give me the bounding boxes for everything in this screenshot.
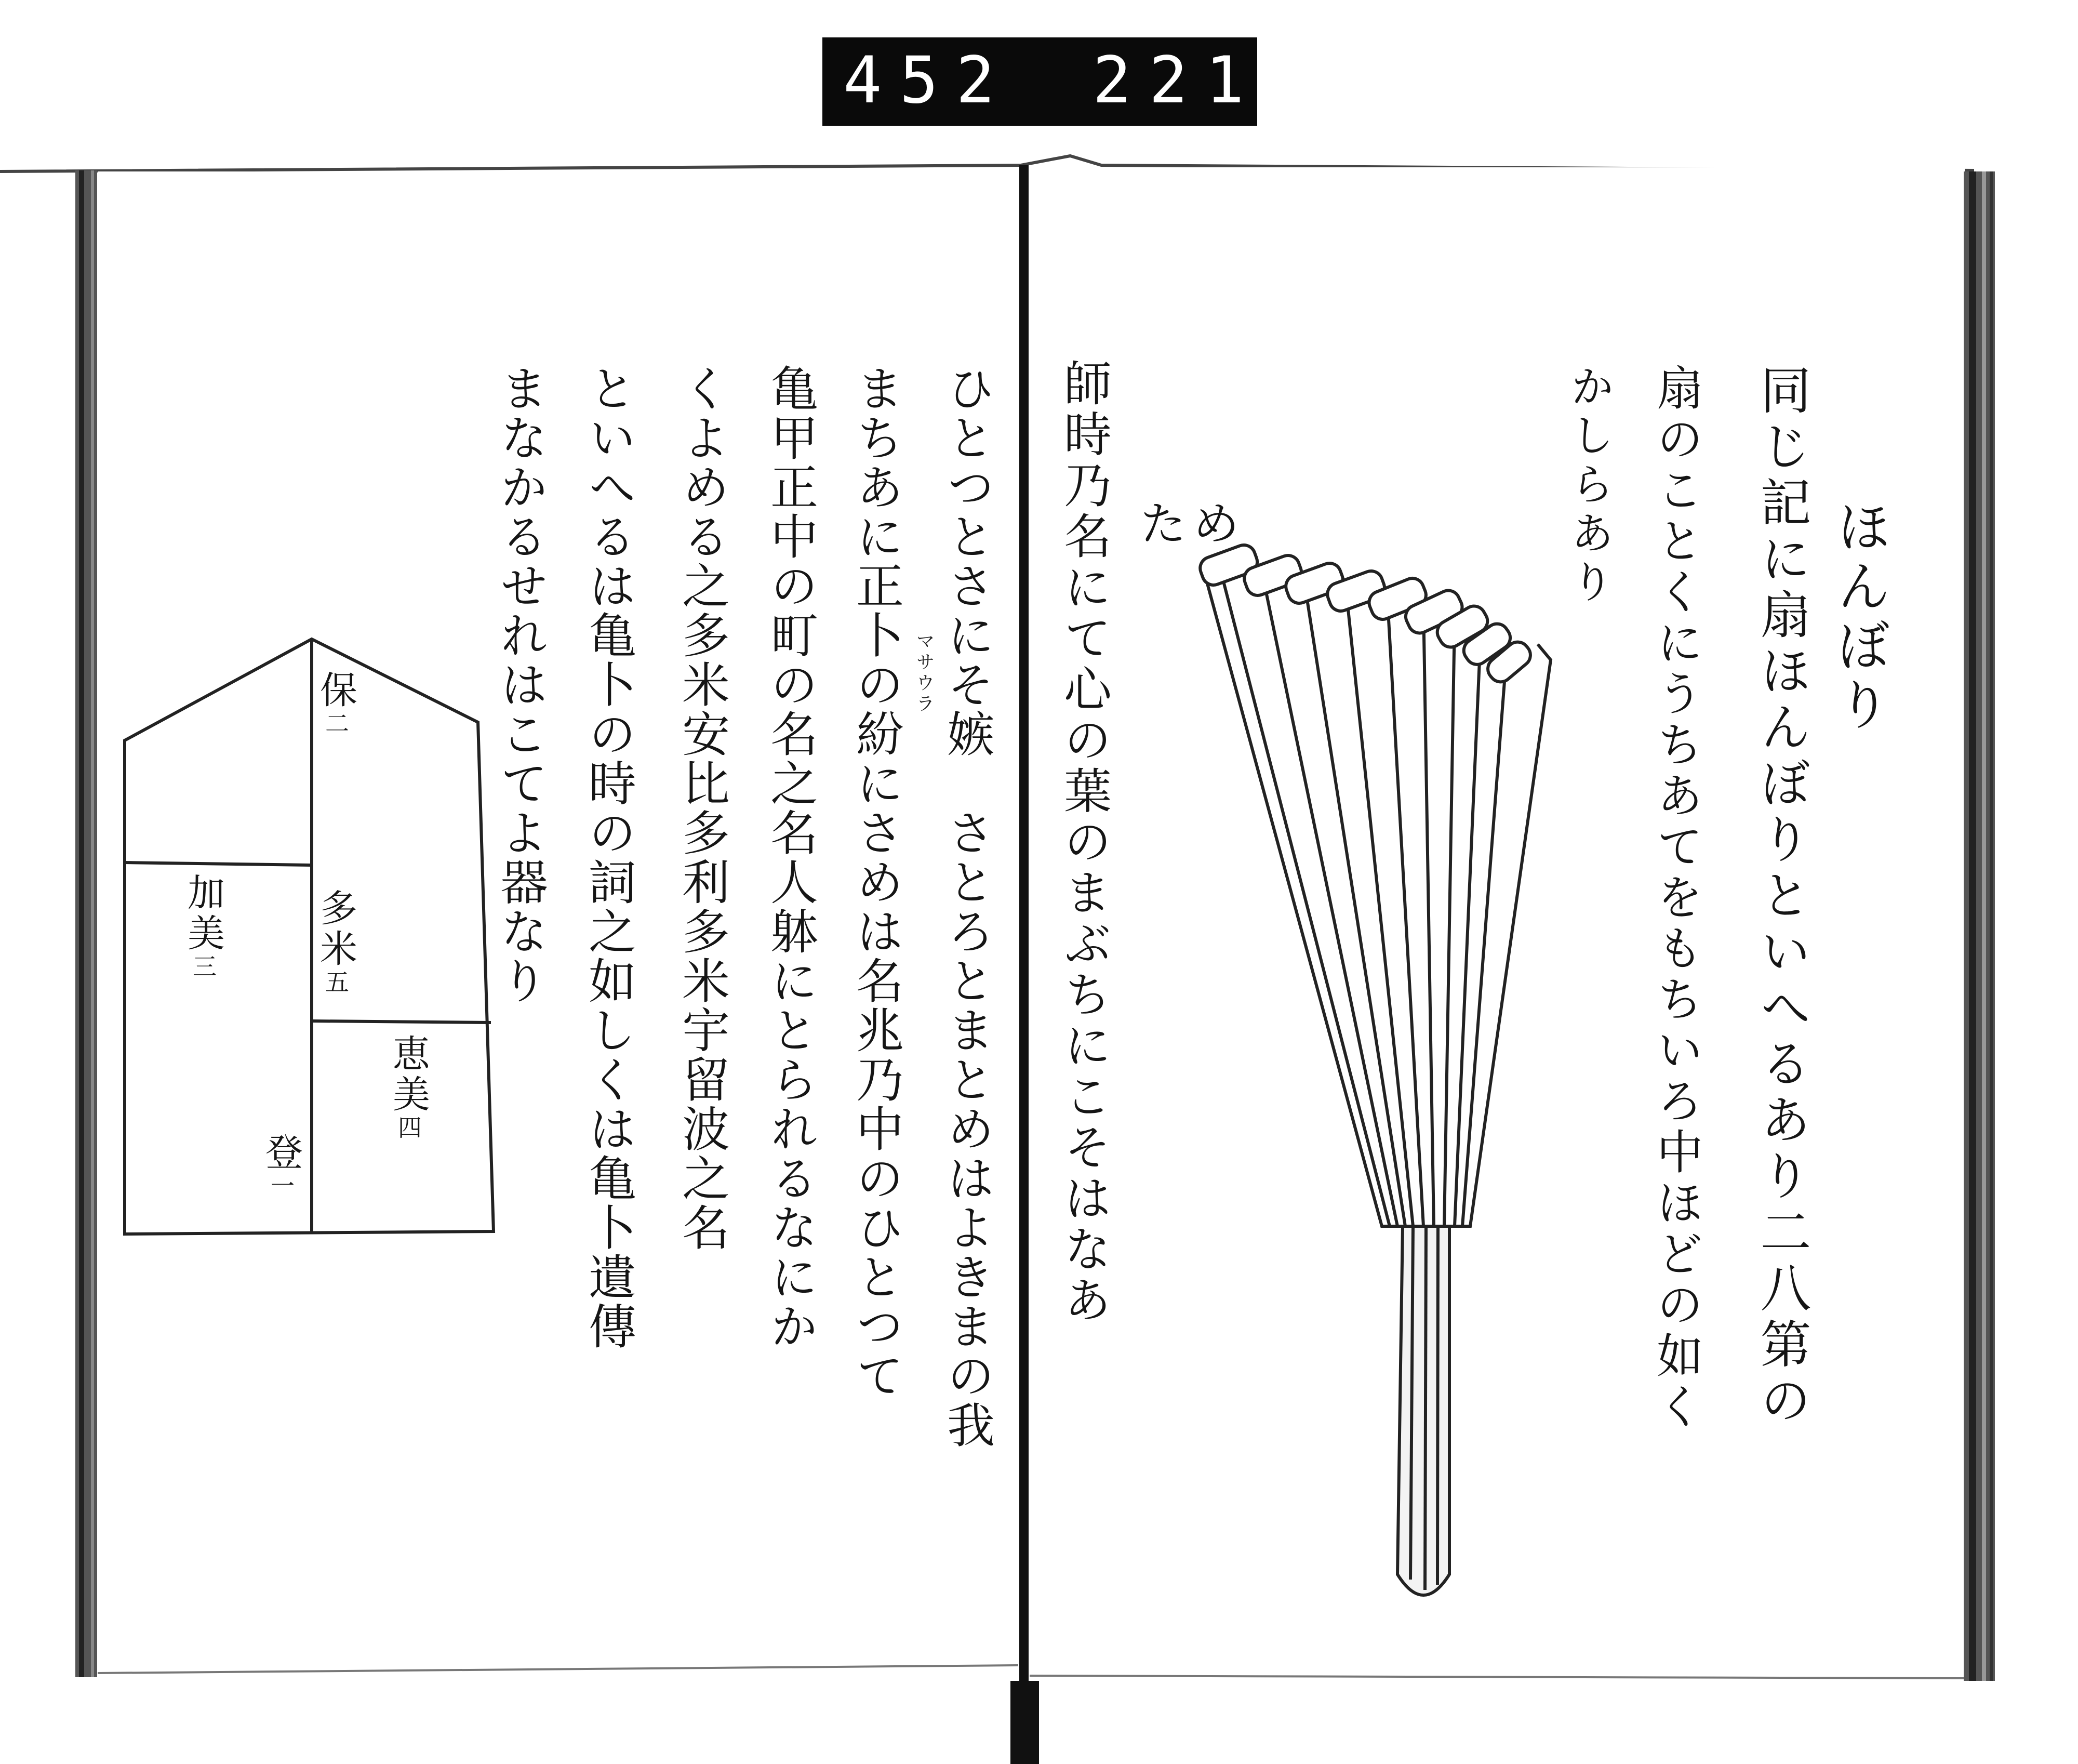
left-line-5: といへるは亀卜の時の詞之如しくは亀卜遺傳: [581, 364, 636, 1351]
right-title: ほんぼり: [1828, 499, 1891, 736]
ruby-masaura: マサウラ: [913, 631, 935, 714]
catalog-label: [822, 37, 1318, 126]
left-line-6: まなかるせれはこてよ器なり: [492, 364, 548, 1005]
right-line-2: 扇のことくにうちあてをもちいろ中ほどの如く: [1648, 364, 1703, 1433]
right-line-3: かしらあり: [1564, 364, 1615, 608]
right-line-1: 同じ記に扇ほんぼりといへるあり二八第の: [1752, 364, 1811, 1430]
left-line-2: まちあに正卜の紛にさめは名兆乃中のひとつて: [848, 364, 904, 1400]
master-line: 師時乃名にて心の葉のまぶちにこそはなあ: [1056, 359, 1112, 1326]
right-page: [1030, 167, 1965, 1677]
diagram-cell-to: 登一: [259, 1133, 303, 1200]
catalog-number-right: 221.: [1093, 43, 1318, 118]
diagram-cell-tame: 多米五: [314, 888, 357, 997]
bookmark-ribbon: [1010, 1681, 1039, 1764]
left-line-1: ひとつとさにそ嫉 さとろとまとめはよきまの我: [939, 364, 995, 1450]
tame-label: ため: [1140, 497, 1247, 551]
left-line-3: 亀甲正中の町の名之名人躰にとられるなにか: [763, 364, 818, 1351]
gutter-line: [1019, 165, 1029, 1688]
diagram-cell-emi: 恵美四: [387, 1034, 430, 1142]
left-line-4: くよめる之多米安比多利多米宇留波之名: [674, 364, 730, 1252]
diagram-cell-kami: 加美三: [181, 873, 225, 981]
diagram-cell-ho: 保二: [314, 670, 357, 738]
catalog-number-left: 452: [843, 43, 1013, 118]
